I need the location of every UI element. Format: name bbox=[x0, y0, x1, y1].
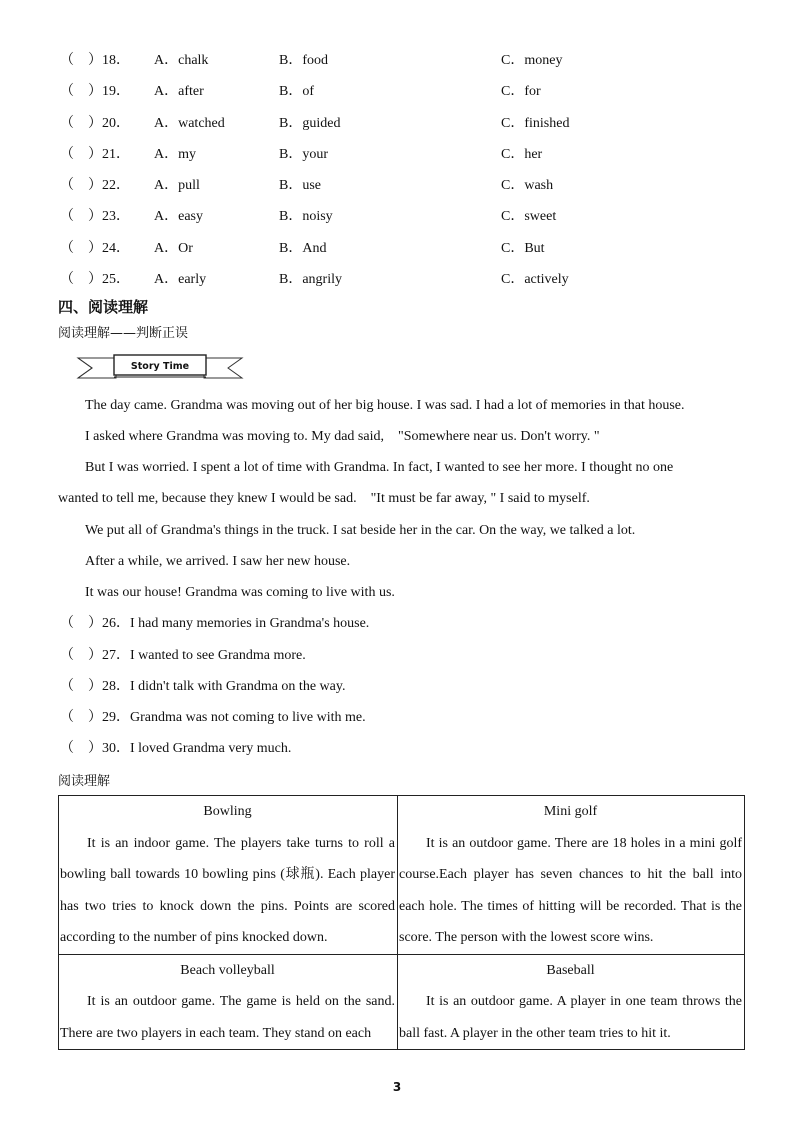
story-paragraph-3a: But I was worried. I spent a lot of time with Grandma. In fact, I wanted to see her more. I thought no one bbox=[85, 460, 674, 475]
story-paragraph-2: I asked where Grandma was moving to. My dad said, "Somewhere near us. Don't worry. " bbox=[85, 429, 600, 444]
bowling-title: Bowling bbox=[203, 804, 252, 819]
banner-label: Story Time bbox=[130, 361, 190, 372]
option-a: A．chalk bbox=[154, 53, 209, 68]
story-time-banner bbox=[76, 352, 244, 382]
minigolf-cell bbox=[398, 796, 745, 955]
option-b: B．your bbox=[279, 147, 328, 162]
tf-question-27: （ ）27．I wanted to see Grandma more. bbox=[60, 648, 306, 663]
question-number: （ ）24． bbox=[60, 241, 130, 256]
beachvolleyball-cell bbox=[59, 954, 398, 1050]
option-a: A．easy bbox=[154, 209, 203, 224]
choice-row-20 bbox=[60, 114, 760, 134]
choice-row-21 bbox=[60, 145, 760, 165]
baseball-text: It is an outdoor game. A player in one team throws the ball fast. A player in the other team tries to hit it. bbox=[399, 994, 742, 1041]
table-row bbox=[59, 796, 745, 955]
tf-question-28: （ ）28．I didn't talk with Grandma on the way. bbox=[60, 679, 346, 694]
option-b: B．of bbox=[279, 84, 314, 99]
tf-question-26: （ ）26．I had many memories in Grandma's house. bbox=[60, 616, 370, 631]
bowling-text: It is an indoor game. The players take turns to roll a bowling ball towards 10 bowling pins (球瓶). Each player has two tries to knock down the pins. Points are scored according to the number of pins knocked down. bbox=[60, 835, 395, 945]
option-a: A．my bbox=[154, 147, 196, 162]
option-a: A．after bbox=[154, 84, 204, 99]
story-paragraph-6: It was our house! Grandma was coming to live with us. bbox=[85, 585, 395, 600]
question-number: （ ）25． bbox=[60, 272, 130, 287]
option-a: A．Or bbox=[154, 241, 193, 256]
question-number: （ ）18． bbox=[60, 53, 130, 68]
option-c: C．her bbox=[501, 147, 543, 162]
option-b: B．And bbox=[279, 241, 327, 256]
question-number: （ ）20． bbox=[60, 116, 130, 131]
option-b: B．food bbox=[279, 53, 328, 68]
choice-row-22 bbox=[60, 176, 760, 196]
baseball-cell bbox=[398, 954, 745, 1050]
minigolf-text: It is an outdoor game. There are 18 holes in a mini golf course.Each player has seven chances to hit the ball into each hole. The times of hitting will be recorded. That is the score. The person with the lowest score wins. bbox=[399, 835, 742, 945]
choice-row-25 bbox=[60, 270, 760, 290]
story-paragraph-4: We put all of Grandma's things in the truck. I sat beside her in the car. On the way, we talked a lot. bbox=[85, 523, 636, 538]
question-number: （ ）21． bbox=[60, 147, 130, 162]
section-title: 四、阅读理解 bbox=[58, 298, 149, 316]
option-b: B．noisy bbox=[279, 209, 333, 224]
minigolf-title: Mini golf bbox=[543, 804, 598, 819]
tf-question-30: （ ）30．I loved Grandma very much. bbox=[60, 741, 292, 756]
tf-question-29: （ ）29．Grandma was not coming to live with me. bbox=[60, 710, 366, 725]
choice-row-23 bbox=[60, 207, 760, 227]
option-c: C．for bbox=[501, 84, 541, 99]
beachvolleyball-title: Beach volleyball bbox=[180, 962, 275, 978]
question-number: （ ）23． bbox=[60, 209, 130, 224]
question-number: （ ）19． bbox=[60, 84, 130, 99]
choice-row-19 bbox=[60, 82, 760, 102]
games-table bbox=[58, 795, 745, 1050]
option-a: A．pull bbox=[154, 178, 200, 193]
option-a: A．watched bbox=[154, 116, 225, 131]
page-number: 3 bbox=[392, 1080, 402, 1094]
option-c: C．wash bbox=[501, 178, 554, 193]
option-b: B．guided bbox=[279, 116, 341, 131]
story-paragraph-3b: wanted to tell me, because they knew I would be sad. "It must be far away, " I said to myself. bbox=[58, 491, 590, 506]
option-b: B．use bbox=[279, 178, 321, 193]
reading-title-true-false: 阅读理解——判断正误 bbox=[58, 326, 189, 341]
story-paragraph-5: After a while, we arrived. I saw her new house. bbox=[85, 554, 351, 569]
baseball-title: Baseball bbox=[546, 962, 595, 978]
choice-row-24 bbox=[60, 239, 760, 259]
beachvolleyball-text: It is an outdoor game. The game is held on the sand. There are two players in each team. They stand on each bbox=[60, 994, 395, 1041]
option-a: A．early bbox=[154, 272, 207, 287]
question-number: （ ）22． bbox=[60, 178, 130, 193]
option-c: C．sweet bbox=[501, 209, 557, 224]
table-row bbox=[59, 954, 745, 1050]
option-c: C．finished bbox=[501, 116, 570, 131]
reading-title-2: 阅读理解 bbox=[58, 774, 111, 789]
option-c: C．money bbox=[501, 53, 563, 68]
option-c: C．actively bbox=[501, 272, 569, 287]
story-paragraph-1: The day came. Grandma was moving out of her big house. I was sad. I had a lot of memories in that house. bbox=[85, 398, 685, 413]
option-b: B．angrily bbox=[279, 272, 342, 287]
choice-row-18 bbox=[60, 51, 760, 71]
bowling-cell bbox=[59, 796, 398, 955]
option-c: C．But bbox=[501, 241, 545, 256]
